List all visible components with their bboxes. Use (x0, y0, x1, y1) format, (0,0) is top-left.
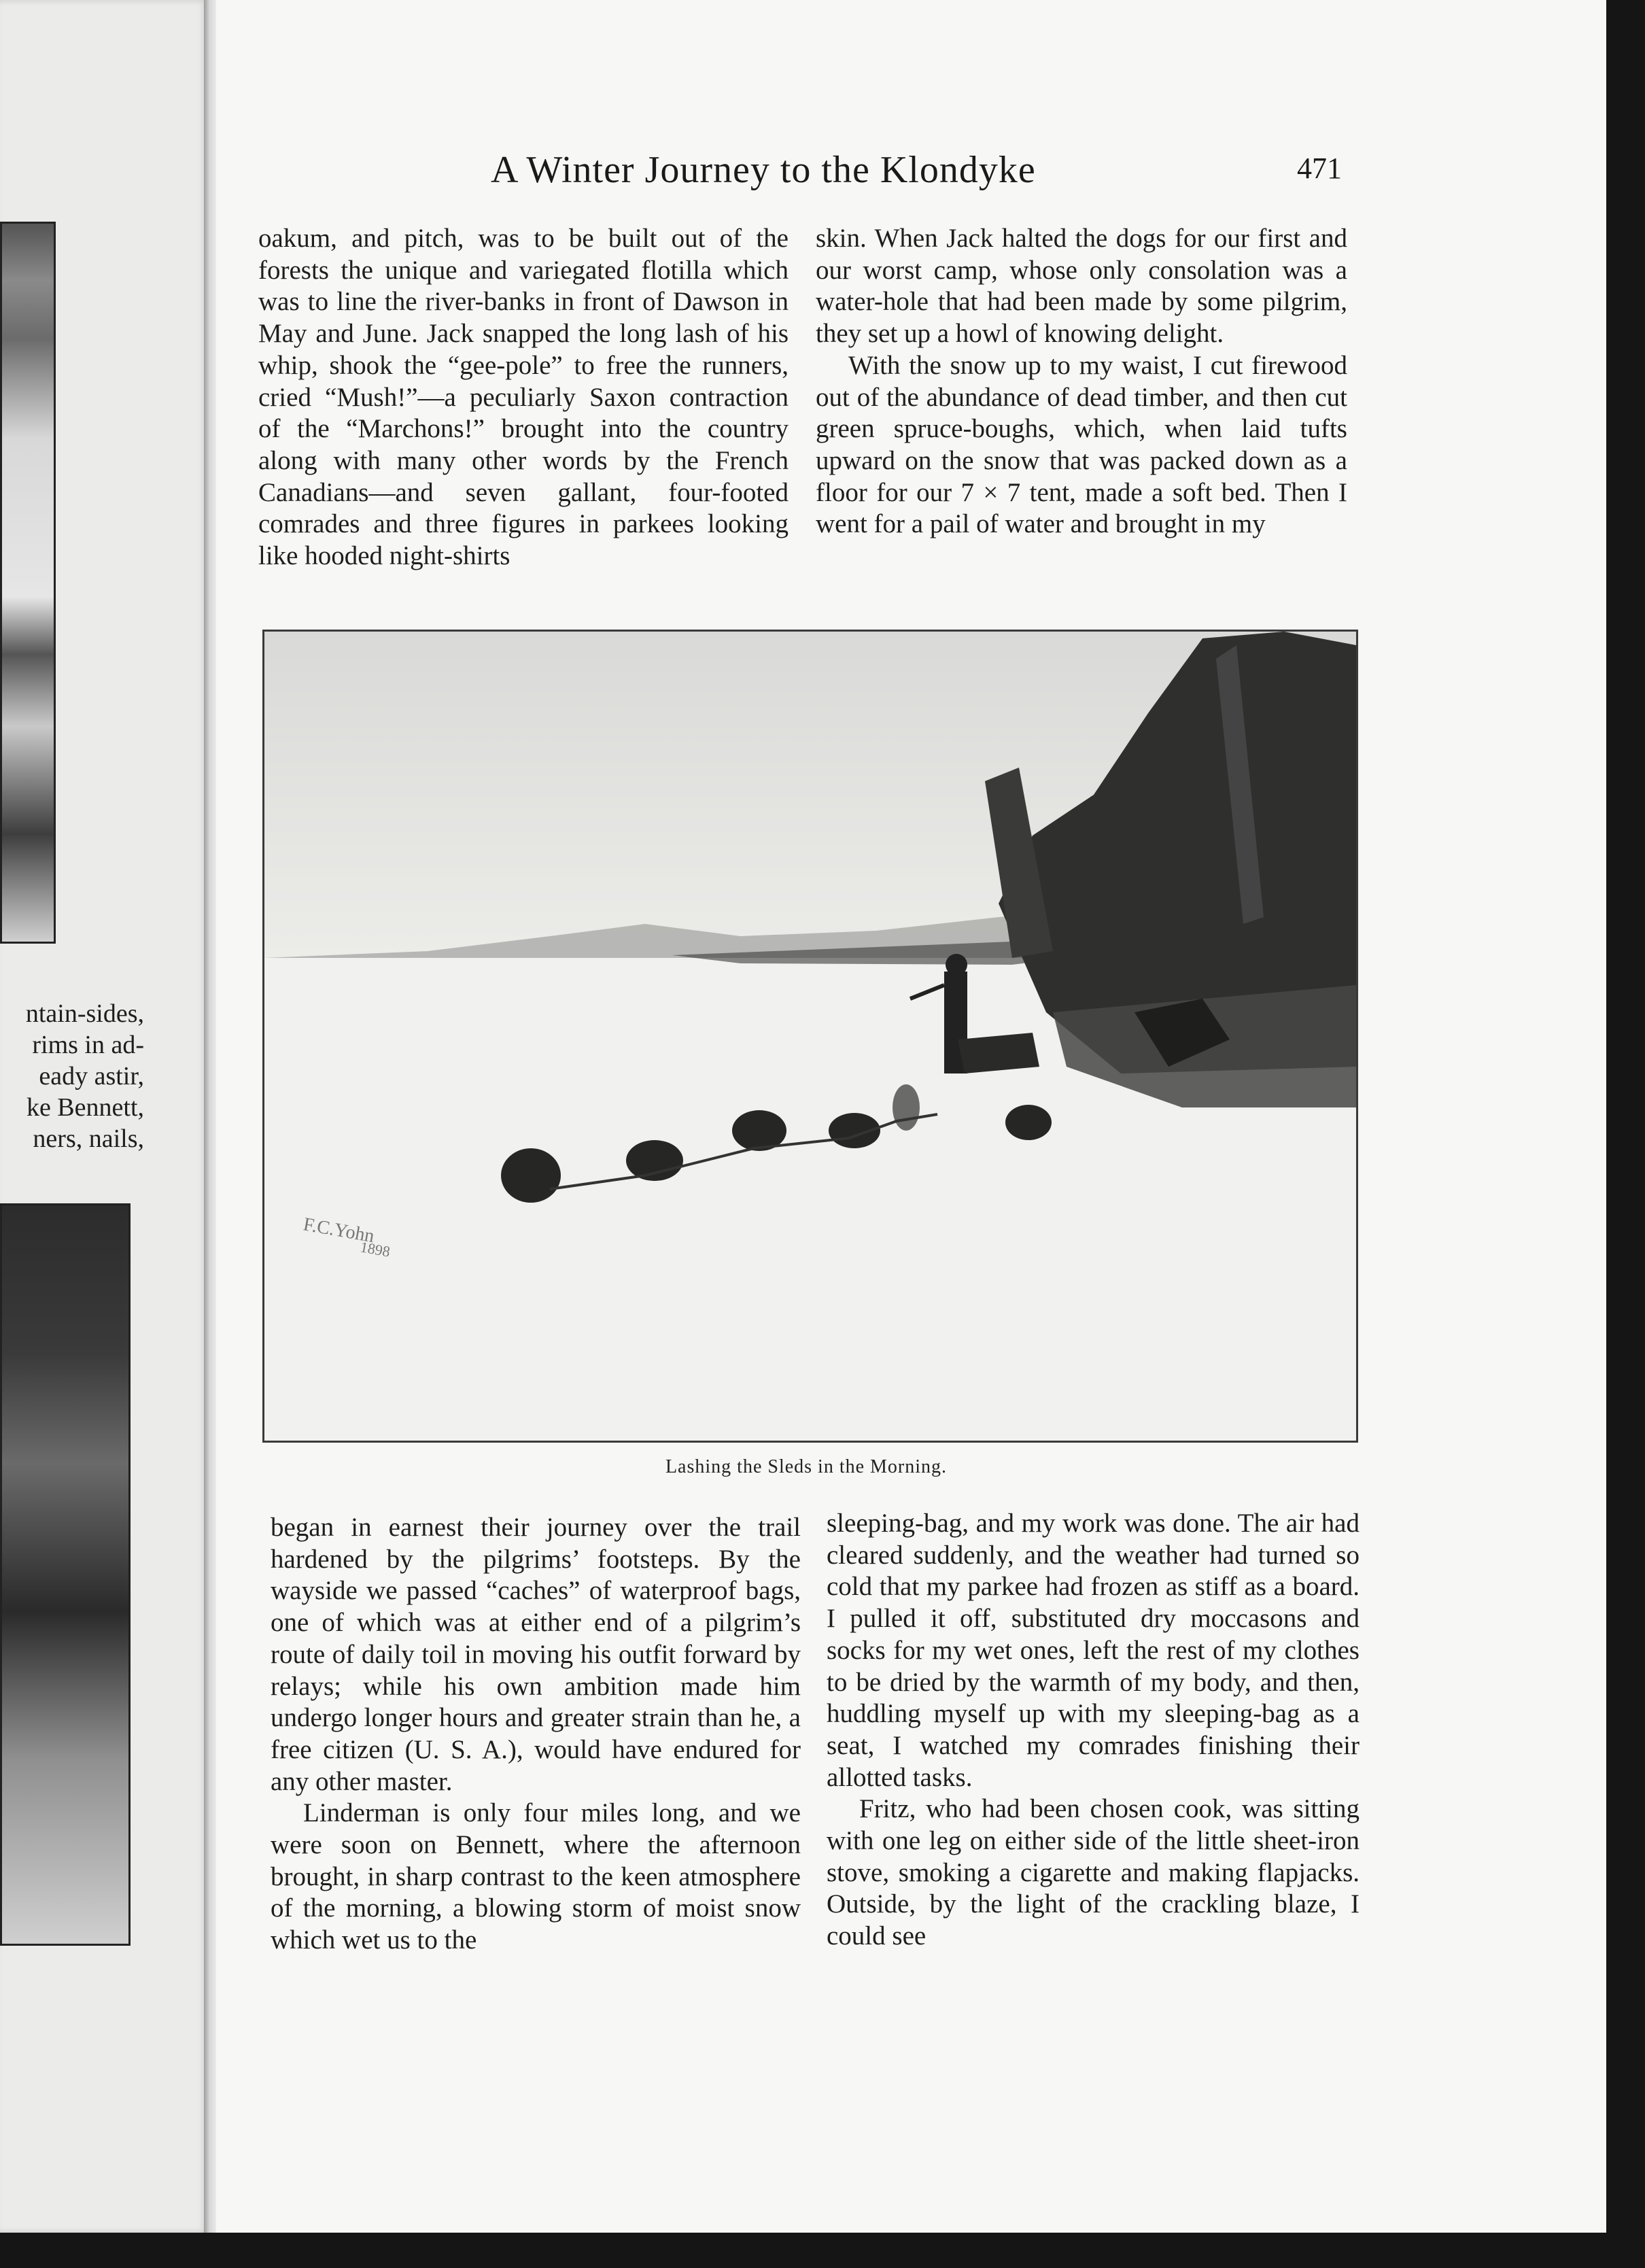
left-page-photo-bottom (0, 1203, 131, 1946)
paragraph: skin. When Jack halted the dogs for our first and our worst camp, whose only consolation was a water-hole that had been made by some pilgrim, they set up a howl of knowing delight. (816, 224, 1347, 349)
left-page-line: rims in ad- (32, 1031, 144, 1059)
running-head: A Winter Journey to the Klondyke (491, 149, 1036, 191)
paragraph: Fritz, who had been chosen cook, was sitting with one leg on either side of the little sheet-iron stove, smoking a cigarette and making flapjacks. Outside, by the light of the crackling blaze, I could see (827, 1794, 1360, 1951)
text-column-bottom-right (827, 1508, 1360, 1953)
left-page-line: ners, nails, (33, 1124, 144, 1153)
left-page-text (0, 998, 144, 1154)
caption-text: Lashing the Sleds in the Morning. (665, 1456, 948, 1477)
artist-signature-year: 1898 (359, 1238, 392, 1260)
illustration-caption (0, 1456, 1645, 1478)
paragraph: With the snow up to my waist, I cut firewood out of the abundance of dead timber, and then cut green spruce-boughs, which, when laid tufts upward on the snow that was packed down as a floor for our 7 × 7 tent, made a soft bed. Then I went for a pail of water and brought in my (816, 350, 1347, 539)
left-page-line: ke Bennett, (26, 1093, 144, 1122)
illustration-sled-dogs (262, 630, 1358, 1443)
sled-scene-drawing (264, 632, 1356, 1441)
scan-border (0, 2233, 1645, 2268)
page-number: 471 (1297, 152, 1342, 185)
text-column-top-left (258, 223, 789, 572)
page-edge (1606, 0, 1645, 2268)
left-page-line: ntain-sides, (25, 999, 144, 1028)
left-page-line: eady astir, (39, 1062, 144, 1090)
left-page-photo-top (0, 222, 56, 944)
text-column-top-right (816, 223, 1347, 540)
paragraph: oakum, and pitch, was to be built out of the forests the unique and variegated flotilla which was to line the river-banks in front of Dawson in May and June. Jack snapped the long lash of his whip, shook the “gee-pole” to free the runners, cried “Mush!”—a peculiarly Saxon contraction of the “Marchons!” brought into the country along with many other words by the French Canadians—and seven gallant, four-footed comrades and three figures in parkees looking like hooded night-shirts (258, 224, 789, 571)
paragraph: began in earnest their journey over the trail hardened by the pilgrims’ footsteps. By the wayside we passed “caches” of waterproof bags, one of which was at either end of a pilgrim’s route of daily toil in moving his outfit forward by relays; while his own ambition made him undergo longer hours and greater strain than he, a free citizen (U. S. A.), would have endured for any other master. (271, 1513, 801, 1796)
left-page (0, 0, 208, 2233)
artist-signature: F.C.Yohn (301, 1214, 377, 1248)
paragraph: Linderman is only four miles long, and we were soon on Bennett, where the afternoon brought, in sharp contrast to the keen atmosphere of the morning, a blowing storm of moist snow which wet us to the (271, 1798, 801, 1955)
text-column-bottom-left (271, 1512, 801, 1957)
book-gutter (204, 0, 218, 2237)
paragraph: sleeping-bag, and my work was done. The air had cleared suddenly, and the weather had turned so cold that my parkee had frozen as stiff as a board. I pulled it off, substituted dry moccasons and socks for my wet ones, left the rest of my clothes to be dried by the warmth of my body, and then, huddling myself up with my sleeping-bag as a seat, I watched my comrades finishing their allotted tasks. (827, 1509, 1360, 1792)
